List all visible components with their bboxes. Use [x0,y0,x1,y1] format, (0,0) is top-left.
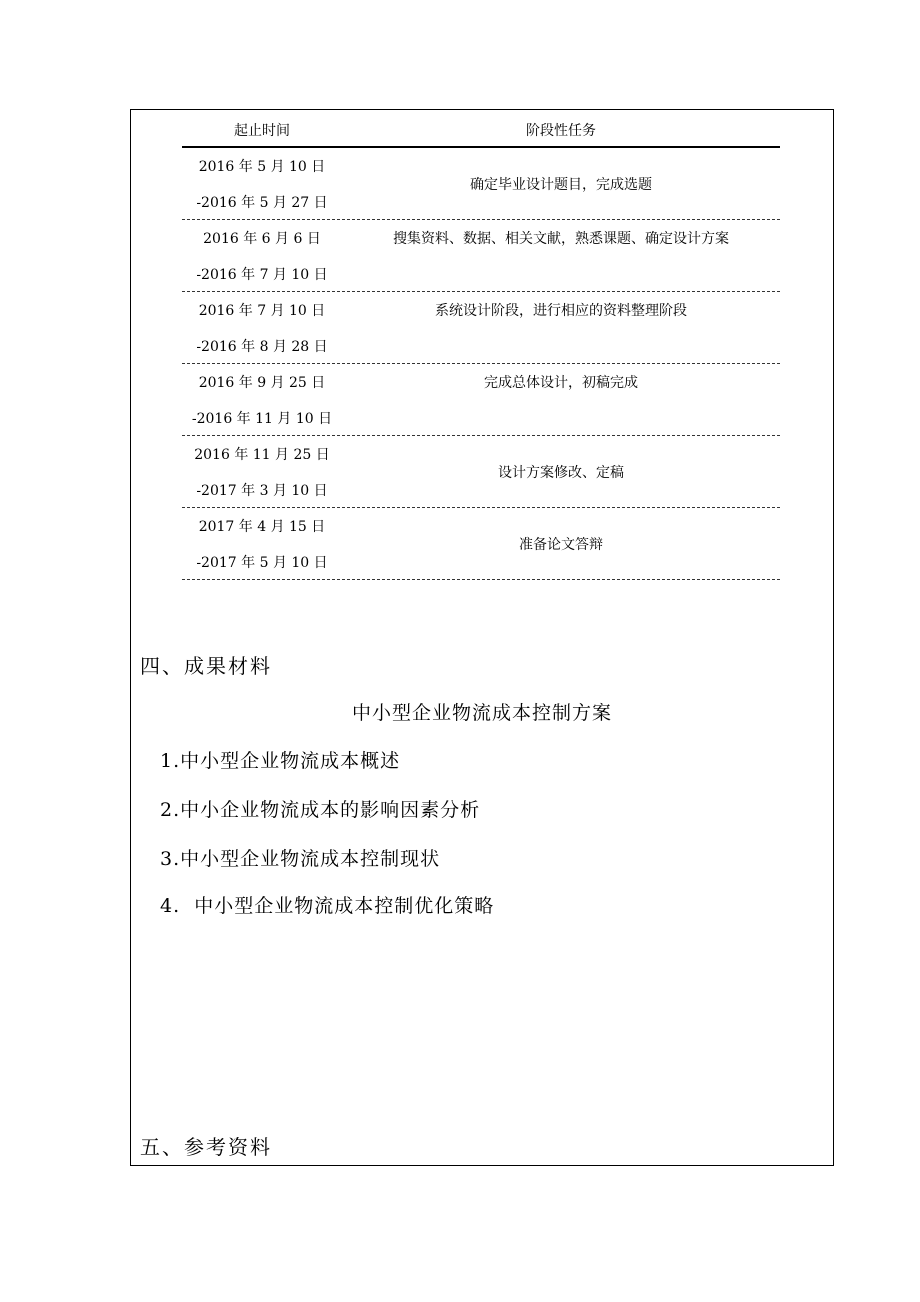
schedule-row [182,292,780,364]
row-task: 准备论文答辩 [519,537,603,553]
section-5-heading: 五、参考资料 [140,1135,272,1159]
row-task: 系统设计阶段，进行相应的资料整理阶段 [435,303,687,319]
row-end-date: -2016 年 8 月 28 日 [196,339,328,355]
row-start-date: 2016 年 9 月 25 日 [198,375,326,391]
row-end-date: -2016 年 7 月 10 日 [196,267,328,283]
document-title: 中小型企业物流成本控制方案 [351,702,612,724]
row-end-date: -2016 年 5 月 27 日 [196,195,328,211]
row-task: 设计方案修改、定稿 [498,465,624,481]
row-end-date: -2017 年 3 月 10 日 [196,483,328,499]
row-start-date: 2016 年 5 月 10 日 [198,159,326,175]
row-end-date: -2016 年 11 月 10 日 [191,411,333,427]
header-time: 起止时间 [234,123,290,139]
row-start-date: 2016 年 11 月 25 日 [194,447,330,463]
row-start-date: 2016 年 6 月 6 日 [203,231,321,247]
schedule-row [182,364,780,436]
row-end-date: -2017 年 5 月 10 日 [196,555,328,571]
schedule-table [182,112,780,580]
row-task: 完成总体设计，初稿完成 [484,375,638,391]
row-task: 搜集资料、数据、相关文献，熟悉课题、确定设计方案 [393,231,729,247]
row-start-date: 2016 年 7 月 10 日 [198,303,326,319]
section-4-heading: 四、成果材料 [140,654,272,678]
outline-item-1: 1.中小型企业物流成本概述 [160,750,401,772]
outline-item-4: 4. 中小型企业物流成本控制优化策略 [160,895,495,917]
schedule-row [182,220,780,292]
outline-item-2: 2.中小企业物流成本的影响因素分析 [160,799,481,821]
header-task: 阶段性任务 [526,123,596,139]
row-task: 确定毕业设计题目，完成选题 [470,177,652,193]
schedule-row [182,508,780,580]
schedule-row [182,436,780,508]
schedule-row [182,148,780,220]
row-start-date: 2017 年 4 月 15 日 [198,519,326,535]
schedule-header [182,112,780,148]
outline-item-3: 3.中小型企业物流成本控制现状 [160,848,441,870]
